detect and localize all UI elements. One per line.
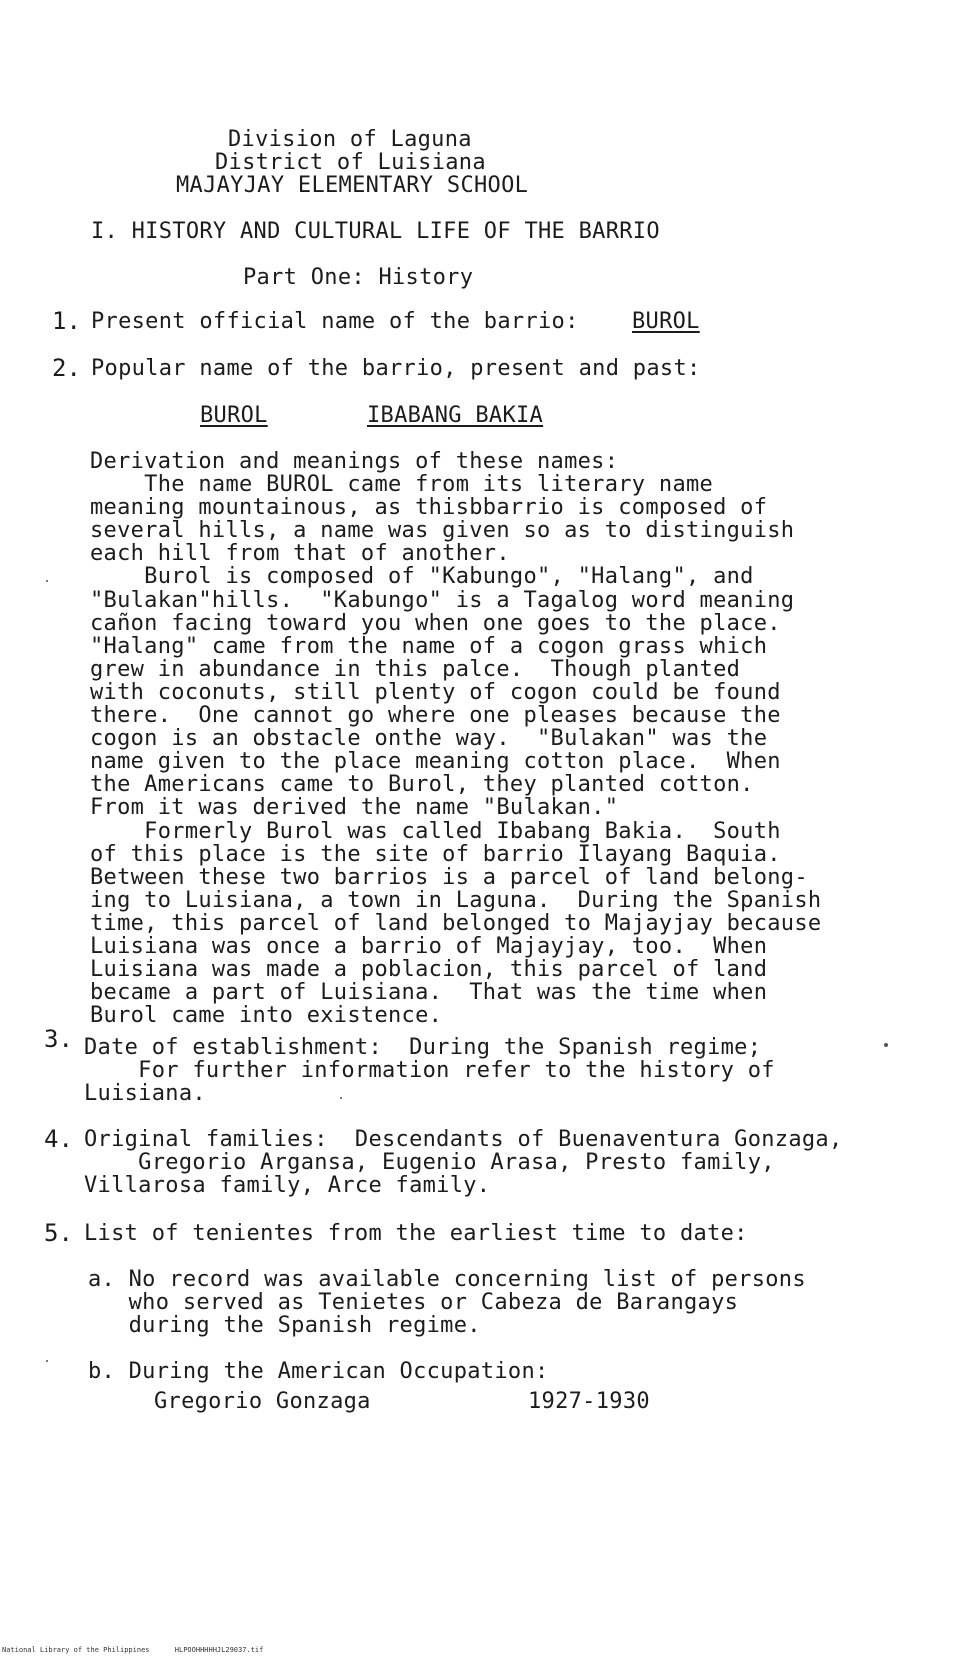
item3-line: Luisiana. <box>84 1081 206 1106</box>
item2-label: Popular name of the barrio, present and past: <box>91 356 701 381</box>
derivation-line: ing to Luisiana, a town in Laguna. During the Spanish <box>90 887 822 913</box>
derivation-line: cañon facing toward you when one goes to the place. <box>90 610 781 636</box>
derivation-line: Burol is composed of "Kabungo", "Halang", and <box>90 564 754 590</box>
derivation-line: there. One cannot go where one pleases because the <box>90 703 781 728</box>
header-district: District of Luisiana <box>215 150 486 175</box>
teniente-name: Gregorio Gonzaga <box>154 1389 371 1414</box>
header-division: Division of Laguna <box>228 127 472 152</box>
item4-line: Original families: Descendants of Buenaventura Gonzaga, <box>84 1127 843 1152</box>
item5-a-line: a. No record was available concerning list of persons <box>88 1267 806 1292</box>
item4-number: 4. <box>44 1125 73 1153</box>
derivation-line: Burol came into existence. <box>90 1003 443 1029</box>
scan-speck <box>340 1097 342 1099</box>
item2-number: 2. <box>52 354 81 382</box>
derivation-line: the Americans came to Burol, they planted cotton. <box>90 772 754 798</box>
item3-line: Date of establishment: During the Spanish regime; <box>84 1035 762 1060</box>
item5-a-line: during the Spanish regime. <box>88 1313 481 1338</box>
scan-speck <box>46 1360 48 1362</box>
item2-name-burol: BUROL <box>200 403 268 428</box>
derivation-line: Formerly Burol was called Ibabang Bakia. South <box>90 818 781 844</box>
item2-name-ibabang-bakia: IBABANG BAKIA <box>367 403 544 428</box>
derivation-line: of this place is the site of barrio Ilayang Baquia. <box>90 841 781 867</box>
section-title: I. HISTORY AND CULTURAL LIFE OF THE BARRIO <box>91 219 660 244</box>
item3-line: For further information refer to the history of <box>84 1058 775 1083</box>
derivation-line: Luisiana was once a barrio of Majayjay, too. When <box>90 934 768 959</box>
derivation-line: meaning mountainous, as thisbbarrio is composed of <box>90 495 768 521</box>
item5-a-line: who served as Tenietes or Cabeza de Barangays <box>88 1290 739 1315</box>
derivation-line: Between these two barrios is a parcel of land belong- <box>90 864 808 890</box>
scan-speck <box>46 580 48 582</box>
teniente-years: 1927-1930 <box>528 1389 650 1414</box>
item5-b-heading: b. During the American Occupation: <box>88 1359 549 1384</box>
item1-label: Present official name of the barrio: <box>91 309 579 334</box>
derivation-line: "Bulakan"hills. "Kabungo" is a Tagalog word meaning <box>90 587 795 613</box>
derivation-line: Luisiana was made a poblacion, this parcel of land <box>90 957 768 983</box>
derivation-line: several hills, a name was given so as to distinguish <box>90 518 795 544</box>
item4-line: Villarosa family, Arce family. <box>84 1173 491 1198</box>
derivation-line: "Halang" came from the name of a cogon grass which <box>90 633 768 659</box>
scan-speck <box>884 1043 888 1047</box>
scan-footer: National Library of the Philippines HLPOOHHHHHJL29037.tif <box>2 1646 264 1654</box>
item5-label: List of tenientes from the earliest time to date: <box>84 1221 748 1246</box>
derivation-line: grew in abundance in this palce. Though planted <box>90 656 741 682</box>
item4-line: Gregorio Argansa, Eugenio Arasa, Presto family, <box>84 1150 775 1175</box>
item1-number: 1. <box>52 307 81 335</box>
item5-number: 5. <box>44 1219 73 1247</box>
derivation-line: The name BUROL came from its literary name <box>90 472 714 497</box>
derivation-heading: Derivation and meanings of these names: <box>90 449 619 474</box>
derivation-line: cogon is an obstacle onthe way. "Bulakan" was the <box>90 726 768 752</box>
derivation-line: with coconuts, still plenty of cogon could be found <box>90 679 781 705</box>
part-title: Part One: History <box>243 265 474 290</box>
derivation-line: From it was derived the name "Bulakan." <box>90 795 619 821</box>
header-school: MAJAYJAY ELEMENTARY SCHOOL <box>176 173 529 198</box>
item1-value: BUROL <box>632 309 700 334</box>
derivation-line: became a part of Luisiana. That was the time when <box>90 980 768 1006</box>
item3-number: 3. <box>44 1025 73 1053</box>
derivation-line: name given to the place meaning cotton place. When <box>90 749 781 775</box>
derivation-line: each hill from that of another. <box>90 541 510 567</box>
derivation-line: time, this parcel of land belonged to Majayjay because <box>90 910 822 936</box>
